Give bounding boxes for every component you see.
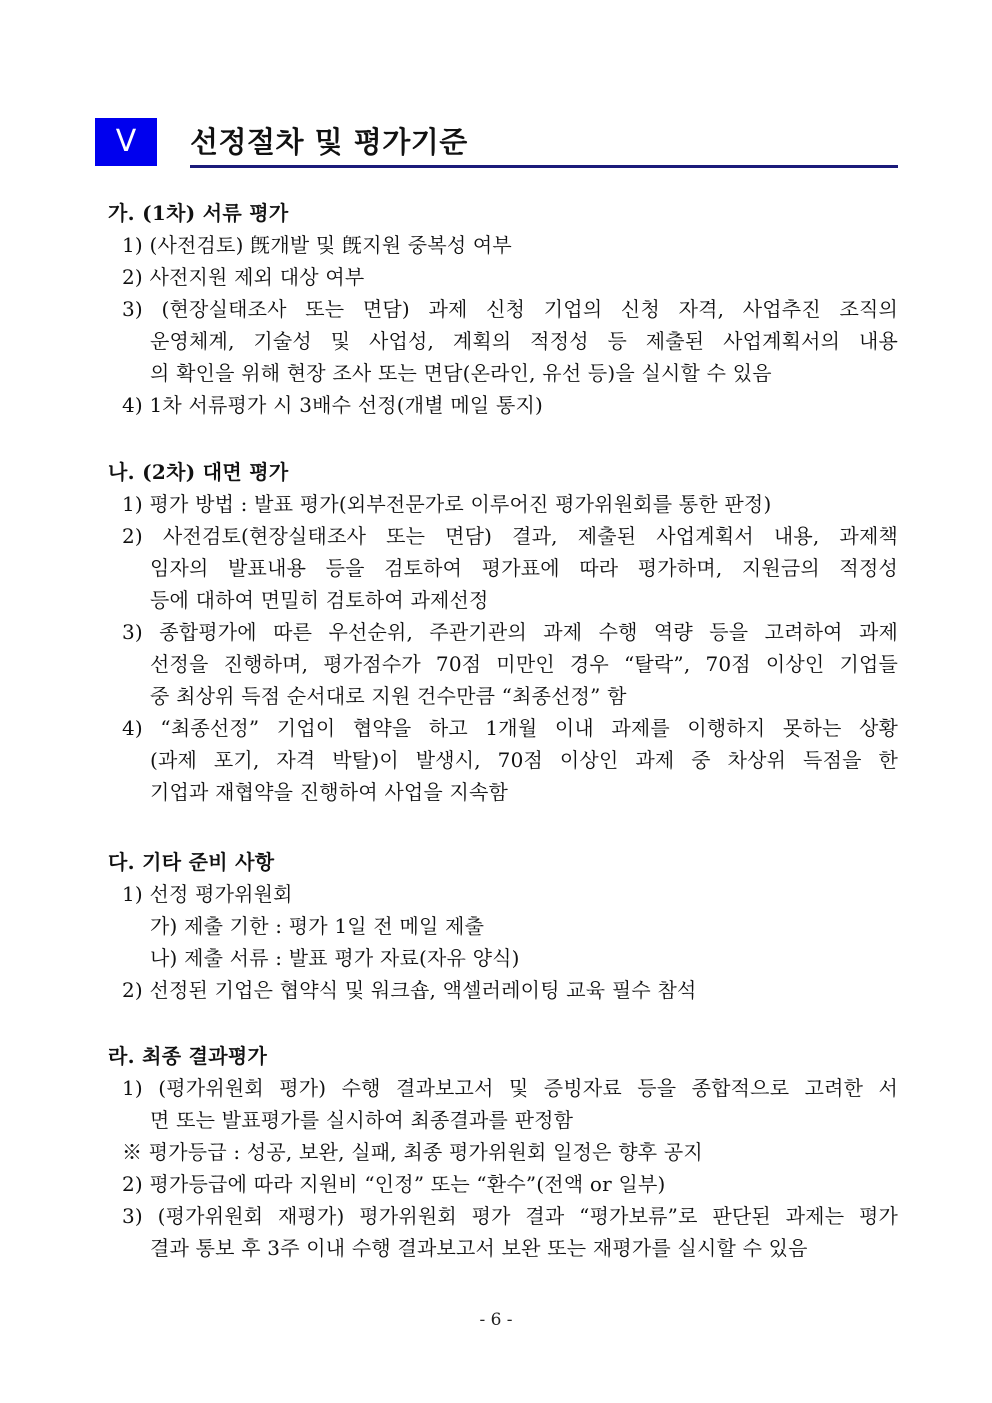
section-title: 나. (2차) 대면 평가 — [108, 460, 289, 484]
list-item-continuation: 등에 대하여 면밀히 검토하여 과제선정 — [150, 588, 489, 612]
list-item: 2) 선정된 기업은 협약식 및 워크숍, 액셀러레이팅 교육 필수 참석 — [122, 978, 697, 1002]
chapter-numeral-badge: Ⅴ — [95, 118, 157, 166]
list-item-continuation: 운영체계, 기술성 및 사업성, 계획의 적정성 등 제출된 사업계획서의 내용 — [150, 329, 898, 353]
list-item: 1) (사전검토) 旣개발 및 旣지원 중복성 여부 — [122, 233, 512, 257]
section-final-evaluation — [108, 1040, 898, 1264]
list-item: 3) (현장실태조사 또는 면담) 과제 신청 기업의 신청 자격, 사업추진 조직의 — [122, 297, 898, 321]
list-item-continuation: 중 최상위 득점 순서대로 지원 건수만큼 “최종선정” 함 — [150, 684, 627, 708]
chapter-header — [95, 118, 898, 170]
list-item: 3) 종합평가에 따른 우선순위, 주관기관의 과제 수행 역량 등을 고려하여 과제 — [122, 620, 898, 644]
section-document-review — [108, 197, 898, 421]
list-item-continuation: 선정을 진행하며, 평가점수가 70점 미만인 경우 “탈락”, 70점 이상인 기업들 — [150, 652, 898, 676]
list-item: 1) 평가 방법 : 발표 평가(외부전문가로 이루어진 평가위원회를 통한 판정) — [122, 492, 772, 516]
list-item: 2) 사전지원 제외 대상 여부 — [122, 265, 365, 289]
section-title: 다. 기타 준비 사항 — [108, 850, 275, 874]
list-item-continuation: 임자의 발표내용 등을 검토하여 평가표에 따라 평가하며, 지원금의 적정성 — [150, 556, 898, 580]
list-item: 4) 1차 서류평가 시 3배수 선정(개별 메일 통지) — [122, 393, 544, 417]
list-item: 2) 평가등급에 따라 지원비 “인정” 또는 “환수”(전액 or 일부) — [122, 1172, 666, 1196]
sub-list-item: 나) 제출 서류 : 발표 평가 자료(자유 양식) — [150, 946, 520, 970]
list-item: 3) (평가위원회 재평가) 평가위원회 평가 결과 “평가보류”로 판단된 과제는 평가 — [122, 1204, 898, 1228]
page-number: - 6 - — [479, 1310, 513, 1330]
list-item-continuation: 기업과 재협약을 진행하여 사업을 지속함 — [150, 780, 509, 804]
section-other-preparations — [108, 846, 898, 1006]
list-item-continuation: 의 확인을 위해 현장 조사 또는 면담(온라인, 유선 등)을 실시할 수 있음 — [150, 361, 772, 385]
chapter-title-underline — [190, 165, 898, 168]
list-item: 1) 선정 평가위원회 — [122, 882, 293, 906]
list-item-continuation: (과제 포기, 자격 박탈)이 발생시, 70점 이상인 과제 중 차상위 득점을 한 — [150, 748, 898, 772]
sub-list-item: 가) 제출 기한 : 평가 1일 전 메일 제출 — [150, 914, 485, 938]
section-title: 라. 최종 결과평가 — [108, 1044, 268, 1068]
section-interview-evaluation — [108, 456, 898, 808]
list-item: 2) 사전검토(현장실태조사 또는 면담) 결과, 제출된 사업계획서 내용, 과제책 — [122, 524, 898, 548]
list-item-continuation: 면 또는 발표평가를 실시하여 최종결과를 판정함 — [150, 1108, 574, 1132]
note-item: ※ 평가등급 : 성공, 보완, 실패, 최종 평가위원회 일정은 향후 공지 — [122, 1140, 703, 1164]
section-title: 가. (1차) 서류 평가 — [108, 201, 289, 225]
list-item: 1) (평가위원회 평가) 수행 결과보고서 및 증빙자료 등을 종합적으로 고려한 서 — [122, 1076, 898, 1100]
chapter-title: 선정절차 및 평가기준 — [190, 125, 468, 159]
list-item-continuation: 결과 통보 후 3주 이내 수행 결과보고서 보완 또는 재평가를 실시할 수 있음 — [150, 1236, 808, 1260]
list-item: 4) “최종선정” 기업이 협약을 하고 1개월 이내 과제를 이행하지 못하는 상황 — [122, 716, 898, 740]
